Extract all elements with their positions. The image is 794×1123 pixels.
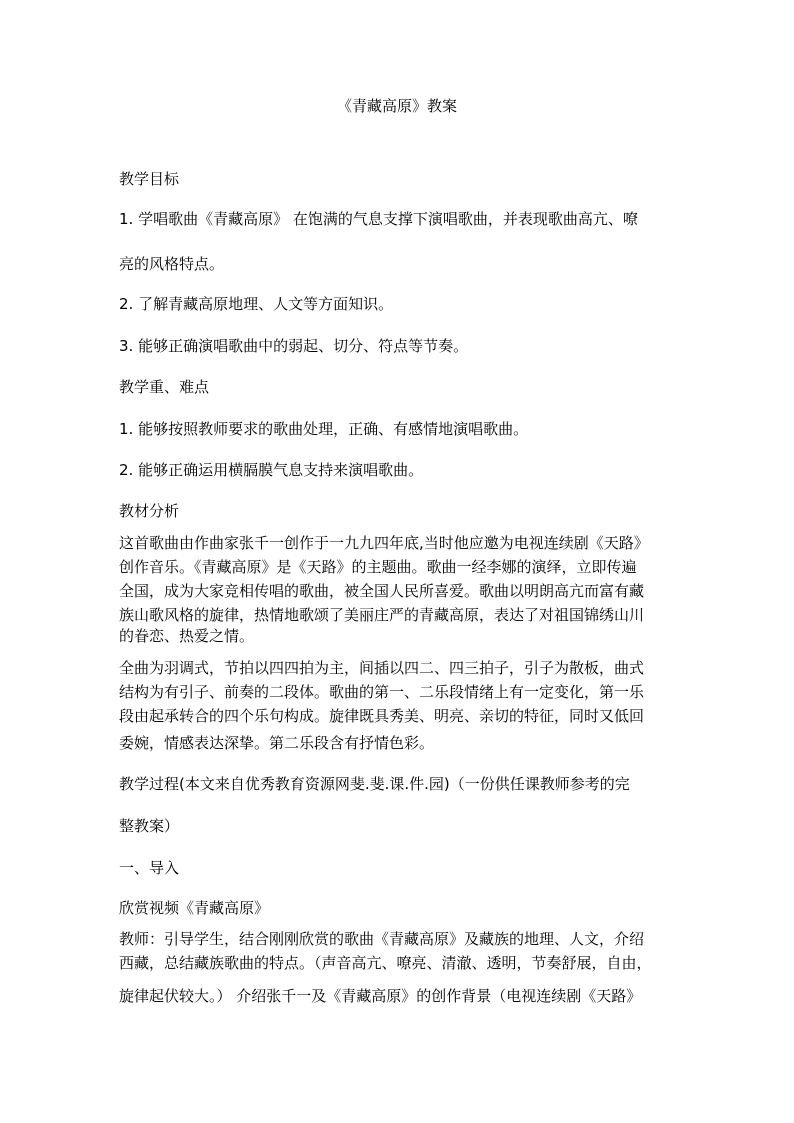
material-paragraph-2	[119, 656, 679, 728]
teacher-line: 教师：引导学生，结合刚刚欣赏的歌曲《青藏高原》及藏族的地理、人文，介绍	[119, 930, 645, 948]
process-line-1: 教学过程(本文来自优秀教育资源网斐.斐.课.件.园)（一份供任课教师参考的完	[119, 775, 630, 793]
key-point-2: 2. 能够正确运用横膈膜气息支持来演唱歌曲。	[119, 461, 424, 479]
goal-3: 3. 能够正确演唱歌曲中的弱起、切分、符点等节奏。	[119, 337, 469, 355]
material-p1-line: 全国，成为大家竞相传唱的歌曲，被全国人民所喜爱。歌曲以明朗高亢而富有藏	[119, 582, 645, 600]
material-p1-line: 这首歌曲由作曲家张千一创作于一九九四年底,当时他应邀为电视连续剧《天路》	[119, 534, 649, 552]
document-title: 《青藏高原》教案	[336, 97, 457, 115]
goal-1-line-2: 亮的风格特点。	[119, 255, 225, 273]
goal-2: 2. 了解青藏高原地理、人文等方面知识。	[119, 295, 394, 313]
key-point-1: 1. 能够按照教师要求的歌曲处理，正确、有感情地演唱歌曲。	[119, 420, 529, 438]
heading-material-analysis: 教材分析	[119, 502, 180, 520]
teacher-line: 西藏，总结藏族歌曲的特点。（声音高亢、嘹亮、清澈、透明，节奏舒展，自由，	[119, 954, 652, 972]
material-p1-line: 创作音乐。《青藏高原》是《天路》的主题曲。歌曲一经李娜的演绎，立即传遍	[119, 558, 637, 576]
material-p2-line: 结构为有引子、前奏的二段体。歌曲的第一、二乐段情绪上有一定变化，第一乐	[119, 683, 645, 701]
goal-1-line-1: 1. 学唱歌曲《青藏高原》 在饱满的气息支撑下演唱歌曲，并表现歌曲高亢、嘹	[119, 210, 638, 228]
material-p2-end: 委婉，情感表达深挚。第二乐段含有抒情色彩。	[119, 734, 435, 752]
teacher-paragraph	[119, 927, 679, 975]
material-p1-end: 的眷恋、热爱之情。	[119, 627, 255, 645]
heading-teaching-goals: 教学目标	[119, 170, 180, 188]
material-p2-line: 段由起承转合的四个乐句构成。旋律既具秀美、明亮、亲切的特征，同时又低回	[119, 707, 645, 725]
teacher-last-line: 旋律起伏较大。） 介绍张千一及《青藏高原》的创作背景（电视连续剧《天路》	[119, 987, 642, 1005]
section-introduction: 一、导入	[119, 859, 180, 877]
process-line-2: 整教案）	[119, 817, 180, 835]
material-p1-line: 族山歌风格的旋律，热情地歌颂了美丽庄严的青藏高原，表达了对祖国锦绣山川	[119, 606, 645, 624]
material-paragraph-1	[119, 531, 679, 627]
appreciate-video: 欣赏视频《青藏高原》	[119, 899, 270, 917]
material-p2-line: 全曲为羽调式，节拍以四四拍为主，间插以四二、四三拍子，引子为散板，曲式	[119, 659, 645, 677]
heading-key-points: 教学重、难点	[119, 378, 210, 396]
